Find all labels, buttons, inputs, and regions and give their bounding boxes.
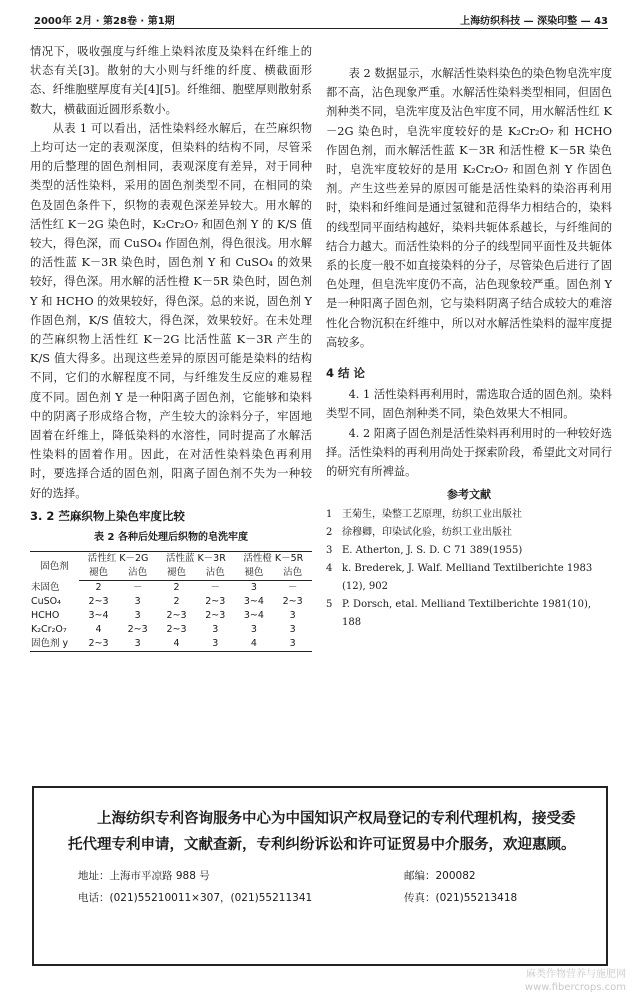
- table-cell: 3: [273, 637, 312, 652]
- table-row-label: K₂Cr₂O₇: [31, 624, 67, 636]
- watermark: [525, 968, 626, 994]
- table-caption: 表 2 各种后处理后织物的皂洗牢度: [94, 532, 248, 544]
- table-cell: 2~3: [88, 596, 109, 608]
- issue-info: 2000年 2月 · 第28卷 · 第1期: [34, 16, 175, 27]
- reference-text: P. Dorsch, etal. Melliand Textilberichte 1981(10), 188: [342, 599, 592, 629]
- table-cell: 3: [134, 596, 141, 608]
- table-cell: 2: [95, 582, 102, 594]
- reference-text: 徐穆卿，印染试化验，纺织工业出版社: [342, 527, 512, 539]
- left-column: [30, 42, 312, 652]
- right-column: [326, 64, 612, 632]
- reference-item: [326, 506, 612, 524]
- table-group-header: 活性蓝 K－3R: [157, 552, 234, 567]
- table-row: [30, 581, 312, 596]
- table-cell: 4: [235, 637, 274, 652]
- table-cell: 3: [118, 637, 157, 652]
- reference-item: [326, 542, 612, 560]
- fastness-table: [30, 551, 312, 652]
- table-cell: 2: [173, 582, 180, 594]
- table-cell: 2~3: [127, 624, 148, 636]
- phone: 电话：(021)55210011×307，(021)55211341: [78, 892, 313, 904]
- table-row: [30, 609, 312, 623]
- table-cell: －: [132, 582, 143, 594]
- table-cell: 4: [95, 624, 102, 636]
- table-cell: 3: [134, 610, 141, 622]
- table-row: [30, 637, 312, 652]
- table-row-label: 固色剂 y: [30, 637, 79, 652]
- table-cell: 3: [289, 624, 296, 636]
- table-cell: 2~3: [166, 624, 187, 636]
- table-row-label: HCHO: [31, 610, 60, 622]
- reference-item: [326, 560, 612, 596]
- table-subheader: 褪色: [79, 566, 118, 581]
- table-cell: －: [287, 582, 298, 594]
- postcode: 邮编：200082: [404, 870, 476, 882]
- table-subheader: 沾色: [118, 566, 157, 581]
- advertisement-text: 上海纺织专利咨询服务中心为中国知识产权局登记的专利代理机构，接受委托代理专利申请，文献查新，专利纠纷诉讼和许可证贸易中介服务，欢迎惠顾。: [68, 811, 576, 853]
- watermark-line: www.fibercrops.com: [524, 982, 626, 993]
- reference-item: [326, 524, 612, 542]
- reference-number: 4: [326, 563, 333, 575]
- address: 地址：上海市平凉路 988 号: [78, 870, 210, 882]
- reference-text: E. Atherton, J. S. D. C 71 389(1955): [342, 545, 523, 557]
- page-header: [34, 8, 608, 29]
- table-cell: 2~3: [79, 637, 118, 652]
- reference-text: 王菊生，染整工艺原理，纺织工业出版社: [342, 509, 522, 521]
- table-cell: 3~4: [243, 596, 264, 608]
- contact-info: [68, 866, 578, 914]
- table-cell: 3~4: [243, 610, 264, 622]
- fax: 传真：(021)55213418: [404, 892, 518, 904]
- table-row: [30, 595, 312, 609]
- reference-number: 3: [326, 545, 333, 557]
- table-cell: 2: [173, 596, 180, 608]
- table-cell: 3: [196, 637, 235, 652]
- table-subheader: 沾色: [273, 566, 312, 581]
- reference-number: 2: [326, 527, 333, 539]
- watermark-line: 麻类作物营养与施肥网: [526, 969, 626, 980]
- table-cell: 3: [250, 582, 257, 594]
- reference-number: 1: [326, 509, 333, 521]
- table-cell: －: [210, 582, 220, 594]
- table-cell: 2~3: [205, 610, 226, 622]
- references-heading: 参考文献: [447, 488, 491, 502]
- table-cell: 2~3: [166, 610, 187, 622]
- table-cell: 2~3: [205, 596, 226, 608]
- paragraph: 表 2 数据显示，水解活性染料染色的染色物皂洗牢度都不高，沾色现象严重。水解活性染料类型相同，但固色剂种类不同，皂洗牢度及沾色牢度不同，用水解活性红 K－2G 染色时，皂洗牢度较好的是 K₂Cr₂O₇ 和 HCHO 作固色剂，而水解活性蓝 K－3R 和活性橙 K－5R 染色时，皂洗牢度较好的是用 K₂Cr₂O₇ 和固色剂 Y 作固色剂。产生这些差异的原因可能是活性染料的染浴再利用时，染料和纤维间是通过氢键和范得华力相结合的，染料的线型同平面结构越好，染料共轭体系越长，与纤维间的结合力越大。而活性染料的分子的线型同平面性及共轭体系的长度一般不如直接染料的分子，尽管染色后进行了固色处理，但皂洗牢度仍不高，沾色现象较严重。固色剂 Y 是一种阳离子固色剂，它与染料阴离子结合成较大的难溶性化合物沉积在纤维中，所以对水解活性染料的湿牢度提高较多。: [326, 67, 612, 349]
- conclusion-item: 4. 1 活性染料再利用时，需选取合适的固色剂。染料类型不同，固色剂种类不同，染色效果大不相同。: [326, 388, 612, 421]
- paragraph: 情况下，吸收强度与纤维上染料浓度及染料在纤维上的状态有关[3]。散射的大小则与纤维的纤度、横截面形态、纤维胞壁厚度有关[4][5]。纤维细、胞壁厚则散射系数大，横截面近圆形系数小。: [30, 45, 312, 116]
- table-subheader: 褪色: [235, 566, 274, 581]
- table-row-label: 未固色: [31, 582, 60, 594]
- reference-text: k. Brederek, J. Walf. Melliand Textilberichte 1983 (12), 902: [342, 563, 593, 593]
- journal-running-title: 上海纺织科技 — 深染印整 — 43: [460, 16, 608, 27]
- reference-item: [326, 596, 612, 632]
- table-cell: 2~3: [282, 596, 303, 608]
- table-cell: 3: [212, 624, 219, 636]
- paragraph: 从表 1 可以看出，活性染料经水解后，在苎麻织物上均可达一定的表观深度，但染料的结构不同，尽管采用的后整理的固色剂相同，表观深度有差异，对于同种类型的活性染料，采用的固色剂类型不同，在相同的染色及固色条件下，织物的表观色深差异较大。用水解的活性红 K－2G 染色时，K₂Cr₂O₇ 和固色剂 Y 的 K/S 值较大，得色深，而 CuSO₄ 作固色剂，得色很浅。用水解的活性蓝 K－3R 染色时，固色剂 Y 和 CuSO₄ 的效果较好，得色深。用水解的活性橙 K－5R 染色时，固色剂 Y 和 HCHO 的效果较好，得色深。总的来说，固色剂 Y 作固色剂，K/S 值较大，得色深，效果较好。在未处理的苎麻织物上活性红 K－2G 比活性蓝 K－3R 产生的 K/S 值大得多。出现这些差异的原因可能是染料的结构不同，它们的水解程度不同，与纤维发生反应的难易程度不同。固色剂 Y 是一种阳离子固色剂，它能够和染料中的阴离子形成络合物，产生较大的涂料分子，牢固地固着在纤维上，降低染料的水溶性，同时提高了水解活性染料的固着作用。因此，在对活性染料染色再利用时，要选择合适的固色剂，阳离子固色剂不失为一种较好的选择。: [30, 121, 312, 500]
- section-heading: 3. 2 苎麻织物上染色牢度比较: [30, 508, 185, 523]
- conclusion-heading: 4 结 论: [326, 366, 366, 381]
- table-cell: 3: [250, 624, 257, 636]
- table-group-header: 活性红 K－2G: [79, 552, 157, 567]
- table-cell: 3~4: [88, 610, 109, 622]
- table-cell: 4: [157, 637, 196, 652]
- table-group-header: 活性橙 K－5R: [235, 552, 312, 567]
- table-cell: 3: [289, 610, 296, 622]
- table-subheader: 沾色: [196, 566, 235, 581]
- table-row-label: CuSO₄: [31, 596, 61, 608]
- table-subheader: 褪色: [157, 566, 196, 581]
- table-row: [30, 623, 312, 637]
- conclusion-item: 4. 2 阳离子固色剂是活性染料再利用时的一种较好选择。活性染料的再利用尚处于探索阶段，希望此文对同行的研究有所裨益。: [326, 426, 612, 479]
- table-row-header-label: 固色剂: [30, 552, 79, 581]
- reference-number: 5: [326, 599, 333, 611]
- advertisement-box: [32, 786, 608, 966]
